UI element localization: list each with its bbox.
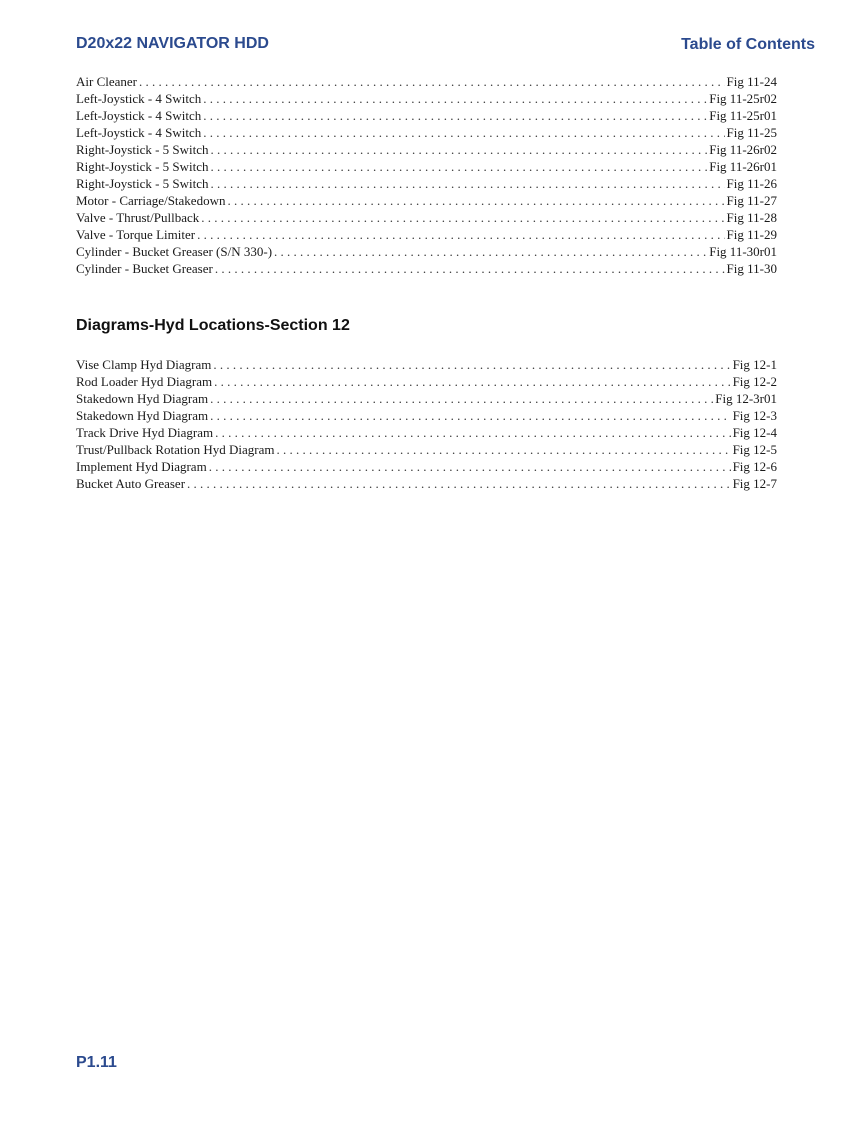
toc-entry-page: Fig 12-4 [732, 425, 777, 440]
toc-entry-title: Cylinder - Bucket Greaser [76, 261, 213, 276]
toc-entry[interactable] [76, 209, 777, 226]
dot-leader [211, 158, 708, 175]
toc-entry-title: Stakedown Hyd Diagram [76, 408, 209, 423]
toc-entry[interactable] [76, 124, 777, 141]
toc-entry[interactable] [76, 107, 777, 124]
dot-leader [203, 90, 707, 107]
toc-entry-title: Left-Joystick - 4 Switch [76, 125, 202, 140]
toc-entry[interactable] [76, 458, 777, 475]
toc-entry-page: Fig 11-30 [726, 261, 777, 276]
toc-entry-title: Vise Clamp Hyd Diagram [76, 357, 212, 372]
toc-entry[interactable] [76, 243, 777, 260]
dot-leader [210, 390, 713, 407]
toc-entry-title: Bucket Auto Greaser [76, 476, 186, 491]
toc-entry-title: Right-Joystick - 5 Switch [76, 159, 209, 174]
toc-entry-page: Fig 12-5 [732, 442, 777, 457]
toc-entry-page: Fig 11-29 [726, 227, 777, 242]
dot-leader [277, 441, 731, 458]
dot-leader [187, 475, 731, 492]
toc-entry-page: Fig 12-2 [732, 374, 777, 389]
section-title: Table of Contents [681, 36, 815, 53]
toc-entry[interactable] [76, 441, 777, 458]
toc-entry-page: Fig 11-28 [726, 210, 777, 225]
toc-entry-page: Fig 12-3 [732, 408, 777, 423]
toc-entry-page: Fig 11-26r01 [709, 159, 777, 174]
dot-leader [210, 407, 730, 424]
toc-entry[interactable] [76, 73, 777, 90]
section-heading: Diagrams-Hyd Locations-Section 12 [76, 317, 350, 334]
toc-entry-page: Fig 11-24 [726, 74, 777, 89]
toc-entry-title: Cylinder - Bucket Greaser (S/N 330-) [76, 244, 273, 259]
toc-entry-title: Air Cleaner [76, 74, 138, 89]
toc-entry-title: Trust/Pullback Rotation Hyd Diagram [76, 442, 275, 457]
toc-entry-title: Stakedown Hyd Diagram [76, 391, 209, 406]
dot-leader [203, 107, 707, 124]
toc-entry[interactable] [76, 192, 777, 209]
toc-entry-page: Fig 12-3r01 [715, 391, 777, 406]
toc-entry[interactable] [76, 90, 777, 107]
dot-leader [203, 124, 724, 141]
dot-leader [227, 192, 724, 209]
toc-entry-title: Implement Hyd Diagram [76, 459, 207, 474]
toc-entry-page: Fig 12-7 [732, 476, 777, 491]
toc-entry-title: Valve - Torque Limiter [76, 227, 196, 242]
toc-entry[interactable] [76, 373, 777, 390]
toc-entry-title: Right-Joystick - 5 Switch [76, 176, 209, 191]
toc-entry-page: Fig 12-1 [732, 357, 777, 372]
page-number: P1.11 [76, 1054, 117, 1071]
toc-entry[interactable] [76, 175, 777, 192]
toc-list-section-12 [76, 356, 777, 492]
dot-leader [215, 260, 725, 277]
toc-entry-page: Fig 11-27 [726, 193, 777, 208]
toc-entry-page: Fig 11-26r02 [709, 142, 777, 157]
dot-leader [201, 209, 724, 226]
toc-entry-title: Motor - Carriage/Stakedown [76, 193, 226, 208]
dot-leader [274, 243, 707, 260]
toc-entry[interactable] [76, 475, 777, 492]
toc-entry[interactable] [76, 141, 777, 158]
toc-entry[interactable] [76, 390, 777, 407]
toc-entry-page: Fig 11-25 [726, 125, 777, 140]
toc-entry-title: Rod Loader Hyd Diagram [76, 374, 213, 389]
toc-entry-title: Track Drive Hyd Diagram [76, 425, 214, 440]
toc-entry[interactable] [76, 226, 777, 243]
dot-leader [139, 73, 725, 90]
toc-entry-title: Right-Joystick - 5 Switch [76, 142, 209, 157]
toc-entry-page: Fig 11-30r01 [709, 244, 777, 259]
toc-entry[interactable] [76, 424, 777, 441]
dot-leader [211, 175, 725, 192]
toc-entry-title: Left-Joystick - 4 Switch [76, 108, 202, 123]
toc-entry-page: Fig 11-26 [726, 176, 777, 191]
toc-entry-title: Valve - Thrust/Pullback [76, 210, 200, 225]
dot-leader [209, 458, 731, 475]
toc-entry[interactable] [76, 260, 777, 277]
toc-entry[interactable] [76, 158, 777, 175]
toc-entry-page: Fig 11-25r01 [709, 108, 777, 123]
dot-leader [214, 373, 730, 390]
dot-leader [211, 141, 708, 158]
dot-leader [215, 424, 731, 441]
toc-entry-page: Fig 12-6 [732, 459, 777, 474]
dot-leader [213, 356, 730, 373]
toc-entry-title: Left-Joystick - 4 Switch [76, 91, 202, 106]
toc-list-section-11 [76, 73, 777, 277]
toc-entry[interactable] [76, 356, 777, 373]
document-title: D20x22 NAVIGATOR HDD [76, 35, 269, 52]
toc-entry[interactable] [76, 407, 777, 424]
dot-leader [197, 226, 724, 243]
toc-entry-page: Fig 11-25r02 [709, 91, 777, 106]
